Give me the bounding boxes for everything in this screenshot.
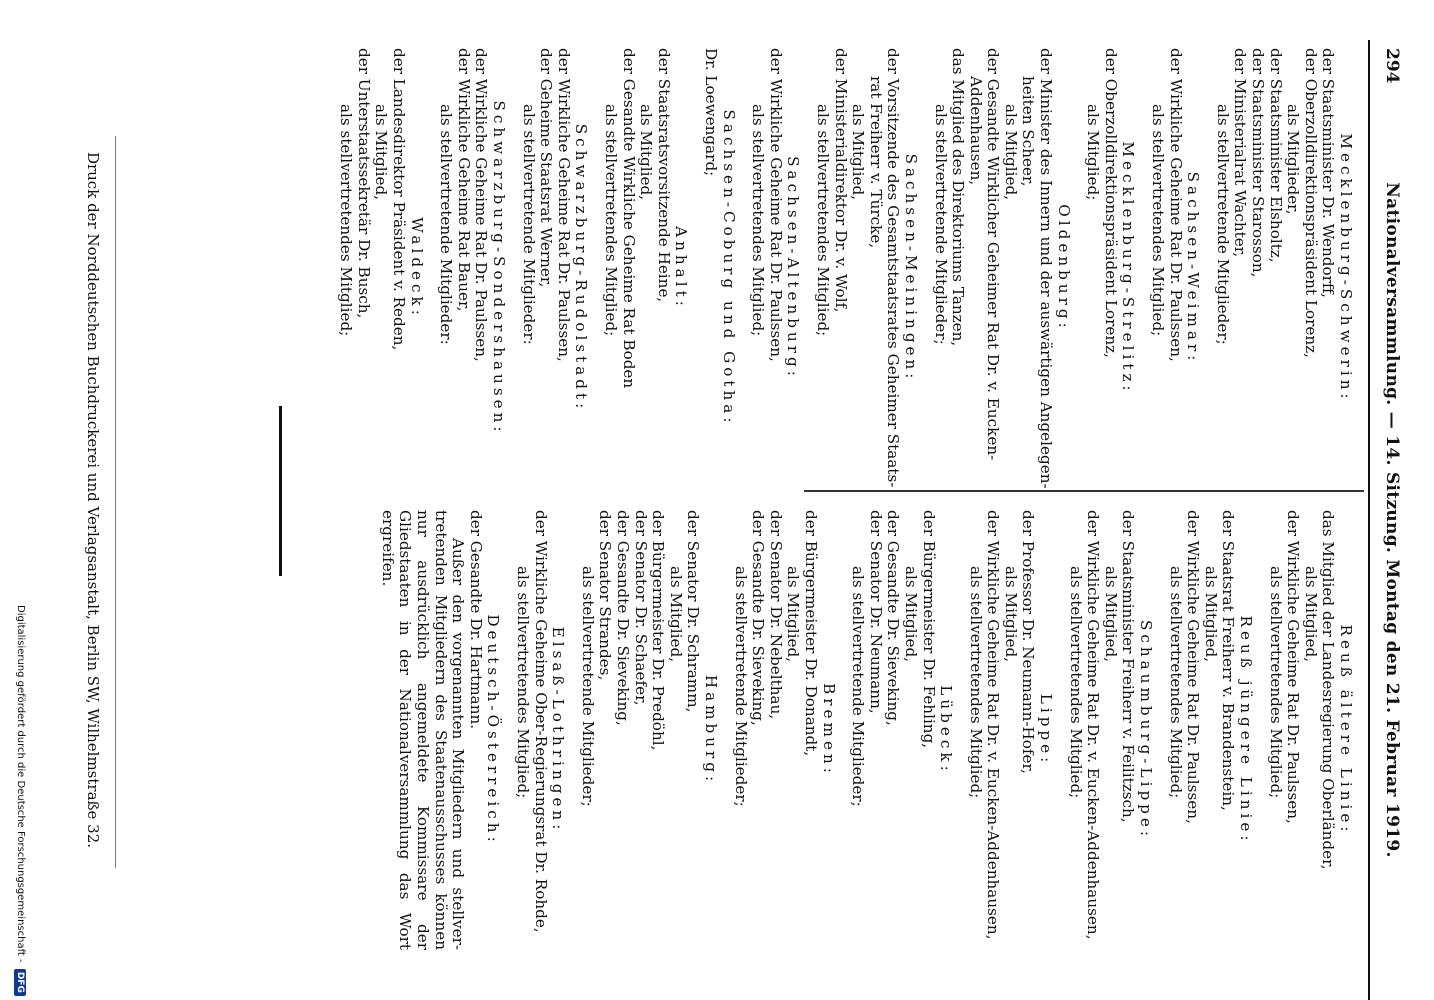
member-line: als Mitglied, bbox=[1001, 104, 1020, 201]
member-line: als stellvertretende Mitglieder: bbox=[437, 104, 456, 345]
member-line: der Gesandte Dr. Sieveking, bbox=[614, 510, 633, 726]
member-line: der Oberzolldirektionspräsident Lorenz, bbox=[1101, 48, 1120, 358]
dfg-logo-icon: DFG bbox=[14, 969, 26, 996]
member-line: als Mitglied; bbox=[1084, 104, 1103, 201]
left-column bbox=[337, 48, 1366, 488]
member-line: als stellvertretendes Mitglied; bbox=[966, 566, 985, 799]
member-line: der Wirkliche Geheime Ober-Regierungsrat Dr. Rohde, bbox=[531, 510, 550, 933]
member-line: der Gesandte Wirklicher Geheimer Rat Dr. v. Eucken- bbox=[984, 48, 1003, 461]
member-line: der Wirkliche Geheime Rat Dr. Paulssen, bbox=[766, 48, 785, 362]
state-heading: Mecklenburg-Schwerin: bbox=[1337, 133, 1355, 403]
state-heading: Sachsen-Meiningen: bbox=[901, 153, 920, 383]
member-line: als Mitglied, bbox=[372, 104, 391, 201]
member-line: Addenhausen, bbox=[966, 76, 985, 186]
member-line: der Wirkliche Geheime Rat Dr. Paulssen, bbox=[1284, 510, 1303, 824]
member-line: der Vorsitzende des Gesamtstaatsrates Geheimer Staats- bbox=[884, 48, 903, 488]
member-line: der Wirkliche Geheime Rat Dr. v. Eucken-Addenhausen, bbox=[984, 510, 1003, 940]
member-line: als Mitglied, bbox=[1101, 566, 1120, 663]
state-heading: Schwarzburg-Sondershausen: bbox=[490, 100, 509, 436]
state-heading: Oldenburg: bbox=[1054, 204, 1073, 332]
state-heading: Lübeck: bbox=[937, 685, 956, 775]
member-line: als Mitglied, bbox=[784, 566, 803, 663]
member-line: als stellvertretende Mitglieder; bbox=[849, 566, 868, 807]
member-line: der Staatsminister Elsholtz, bbox=[1266, 48, 1285, 263]
member-line: der Gesandte Wirkliche Geheime Rat Boden bbox=[619, 48, 638, 389]
state-heading: Lippe: bbox=[1037, 693, 1056, 767]
member-line: der Gesandte Dr. Sieveking, bbox=[749, 510, 768, 726]
state-heading: Reuß jüngere Linie: bbox=[1237, 615, 1256, 845]
member-line: als Mitglied, bbox=[901, 566, 920, 663]
column-divider bbox=[804, 490, 1364, 492]
member-line: als stellvertretendes Mitglied; bbox=[514, 566, 533, 799]
member-line: als Mitglied, bbox=[1301, 566, 1320, 663]
member-line: der Unterstaatssekretär Dr. Busch, bbox=[354, 48, 373, 319]
member-line: heiten Scheer, bbox=[1019, 76, 1038, 187]
member-line: der Professor Dr. Neumann-Hofer, bbox=[1019, 510, 1038, 774]
page-number: 294 bbox=[1382, 48, 1402, 84]
member-line: der Senator Strandes, bbox=[596, 510, 615, 681]
member-line: als stellvertretende Mitglieder; bbox=[931, 104, 950, 345]
member-line: als stellvertretendes Mitglied; bbox=[337, 104, 356, 337]
member-line: der Gesandte Dr. Hartmann. bbox=[466, 510, 485, 730]
member-line: der Wirkliche Geheime Rat Dr. Paulssen, bbox=[554, 48, 573, 362]
member-line: der Oberzolldirektionspräsident Lorenz, bbox=[1301, 48, 1320, 358]
state-heading: Reuß ältere Linie: bbox=[1337, 624, 1355, 836]
member-line: als stellvertretendes Mitglied; bbox=[602, 104, 621, 337]
state-heading: Elsaß-Lothringen: bbox=[549, 626, 568, 834]
member-line: der Wirkliche Geheime Rat Dr. Paulssen, bbox=[472, 48, 491, 362]
member-line: der Staatsminister Starosson, bbox=[1249, 48, 1268, 278]
member-line: der Senator Dr. Schaefer, bbox=[631, 510, 650, 706]
member-line: als stellvertretendes Mitglied; bbox=[1149, 104, 1168, 337]
page-header bbox=[1368, 40, 1414, 1000]
member-line: das Mitglied des Direktoriums Tanzen, bbox=[949, 48, 968, 347]
right-column bbox=[378, 510, 1366, 950]
member-line: der Geheime Staatsrat Werner, bbox=[537, 48, 556, 288]
member-line: als stellvertretende Mitglieder; bbox=[1213, 104, 1232, 345]
member-line: das Mitglied der Landesregierung Oberländer, bbox=[1319, 510, 1338, 870]
member-line: der Bürgermeister Dr. Donandt, bbox=[801, 510, 820, 757]
member-line: als Mitglied, bbox=[666, 566, 685, 663]
member-line: als stellvertretendes Mitglied; bbox=[1066, 566, 1085, 799]
member-line: der Bürgermeister Dr. Fehling, bbox=[919, 510, 938, 749]
printer-imprint: Druck der Norddeutschen Buchdruckerei und Verlagsanstalt, Berlin SW, Wilhelmstraße 32. bbox=[84, 151, 102, 849]
member-line: der Ministerialrat Wachter, bbox=[1231, 48, 1250, 258]
member-line: als stellvertretendes Mitglied; bbox=[1266, 566, 1285, 799]
end-rule bbox=[279, 406, 282, 576]
member-line: der Wirkliche Geheime Rat Dr. Paulssen, bbox=[1166, 48, 1185, 362]
state-heading: Waldeck: bbox=[407, 217, 426, 319]
state-heading: Sachsen-Weimar: bbox=[1184, 171, 1203, 365]
member-line: als stellvertretendes Mitglied; bbox=[813, 104, 832, 337]
digitization-credit bbox=[14, 605, 26, 996]
member-line: Dr. Loewengard; bbox=[702, 48, 720, 177]
state-heading: Mecklenburg-Strelitz: bbox=[1119, 141, 1138, 395]
member-line: rat Freiherr v. Türcke, bbox=[866, 76, 885, 249]
member-line: der Staatsminister Freiherr v. Feilitzsch, bbox=[1119, 510, 1138, 823]
state-heading: Hamburg: bbox=[702, 674, 720, 786]
state-heading: Bremen: bbox=[819, 683, 838, 777]
state-heading: Sachsen-Altenburg: bbox=[784, 156, 803, 380]
member-line: der Staatsrat Freiherr v. Brandenstein, bbox=[1219, 510, 1238, 811]
member-line: der Minister des Innern und der auswärtigen Angelegen- bbox=[1037, 48, 1056, 489]
member-line: als stellvertretende Mitglieder: bbox=[519, 104, 538, 345]
page-title: Nationalversammlung. — 14. Sitzung. Montag den 21. Februar 1919. bbox=[1382, 182, 1402, 858]
member-line: der Senator Dr. Neumann, bbox=[866, 510, 885, 714]
member-line: der Landesdirektor Präsident v. Reden, bbox=[390, 48, 409, 351]
member-line: der Senator Dr. Nebelthau, bbox=[766, 510, 785, 720]
member-line: der Ministerialdirektor Dr. v. Wolf, bbox=[831, 48, 850, 313]
member-line: als Mitglied, bbox=[1201, 566, 1220, 663]
state-heading: Sachsen-Coburg und Gotha: bbox=[719, 109, 738, 427]
member-line: der Wirkliche Geheime Rat Dr. v. Eucken-Addenhausen, bbox=[1084, 510, 1103, 940]
member-line: der Gesandte Dr. Sieveking, bbox=[884, 510, 903, 726]
member-line: der Wirkliche Geheime Rat Dr. Paulssen, bbox=[1184, 510, 1203, 824]
member-line: als stellvertretende Mitglieder; bbox=[731, 566, 750, 807]
member-line: als Mitglied, bbox=[1001, 566, 1020, 663]
member-line: als stellvertretende Mitglieder; bbox=[578, 566, 597, 807]
member-line: als stellvertretendes Mitglied; bbox=[749, 104, 768, 337]
member-line: als stellvertretendes Mitglied; bbox=[1166, 566, 1185, 799]
state-heading: Schwarzburg-Rudolstadt: bbox=[572, 123, 591, 413]
member-line: der Wirkliche Geheime Rat Bauer, bbox=[454, 48, 473, 312]
state-heading: Deutsch-Österreich: bbox=[484, 614, 503, 846]
state-heading: Schaumburg-Lippe: bbox=[1137, 619, 1156, 841]
footer-rule bbox=[115, 136, 116, 868]
member-line: der Bürgermeister Dr. Predöhl, bbox=[649, 510, 668, 751]
member-line: als Mitglied, bbox=[637, 104, 656, 201]
member-line: der Staatsratsvorsitzende Heine, bbox=[654, 48, 673, 303]
member-line: als Mitglied, bbox=[849, 104, 868, 201]
credit-text: Digitalisierung gefördert durch die Deutsche Forschungsgemeinschaft - bbox=[15, 605, 26, 963]
member-line: der Staatsminister Dr. Wendorff, bbox=[1319, 48, 1338, 298]
state-heading: Anhalt: bbox=[672, 226, 691, 310]
member-line: der Senator Dr. Schramm, bbox=[684, 510, 703, 713]
closing-paragraph: Außer den vorgenannten Mitgliedern und stellver- tretenden Mitgliedern des Staatenausschusses können nur ausdrücklich angemeldete Kommissare der Gliedstaaten in der Nationalversammlung das Wort ergreifen. bbox=[378, 510, 468, 950]
member-line: als Mitglieder, bbox=[1284, 104, 1303, 215]
